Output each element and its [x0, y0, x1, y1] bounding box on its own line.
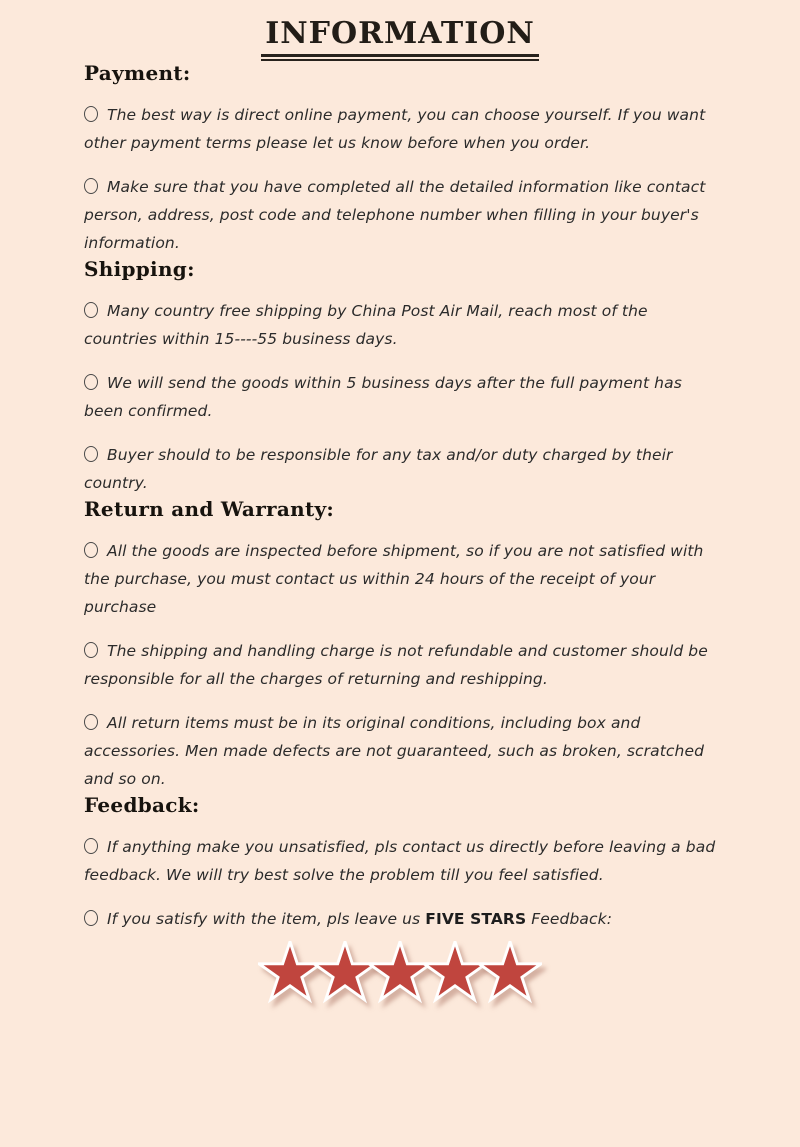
bullet-circle-icon: [84, 714, 98, 730]
payment-item-1: [84, 101, 716, 157]
section-return-warranty: [84, 497, 716, 793]
info-content: [0, 61, 800, 1005]
five-star-rating: [84, 941, 716, 1005]
bullet-text: The shipping and handling charge is not refundable and customer should be responsible for all the charges of returning and reshipping.: [84, 642, 708, 688]
feedback-item-2: [84, 905, 716, 933]
feedback-heading: Feedback:: [84, 793, 200, 817]
shipping-heading: Shipping:: [84, 257, 195, 281]
bullet-text: Many country free shipping by China Post Air Mail, reach most of the countries within 15----55 business days.: [84, 302, 648, 348]
bullet-circle-icon: [84, 446, 98, 462]
return-item-2: [84, 637, 716, 693]
return-warranty-heading: Return and Warranty:: [84, 497, 335, 521]
shipping-item-3: [84, 441, 716, 497]
bullet-circle-icon: [84, 642, 98, 658]
bullet-circle-icon: [84, 838, 98, 854]
bullet-circle-icon: [84, 374, 98, 390]
bullet-circle-icon: [84, 178, 98, 194]
payment-item-2: [84, 173, 716, 257]
bullet-text: Buyer should to be responsible for any tax and/or duty charged by their country.: [84, 446, 673, 492]
feedback-item-1: [84, 833, 716, 889]
page-title: INFORMATION: [261, 16, 539, 57]
star-icon: [478, 941, 542, 1005]
shipping-item-2: [84, 369, 716, 425]
bullet-text: We will send the goods within 5 business days after the full payment has been confirmed.: [84, 374, 682, 420]
bullet-text-prefix: If you satisfy with the item, pls leave us: [107, 910, 426, 928]
five-stars-emphasis: FIVE STARS: [425, 910, 527, 928]
page-title-wrap: [261, 16, 539, 61]
bullet-text: Make sure that you have completed all the detailed information like contact person, address, post code and telephone number when filling in your buyer's information.: [84, 178, 706, 252]
payment-heading: Payment:: [84, 61, 191, 85]
section-shipping: [84, 257, 716, 497]
bullet-circle-icon: [84, 302, 98, 318]
section-payment: [84, 61, 716, 257]
bullet-text: If anything make you unsatisfied, pls contact us directly before leaving a bad feedback. We will try best solve the problem till you feel satisfied.: [84, 838, 716, 884]
bullet-circle-icon: [84, 910, 98, 926]
shipping-item-1: [84, 297, 716, 353]
bullet-circle-icon: [84, 542, 98, 558]
bullet-text: All the goods are inspected before shipment, so if you are not satisfied with the purchase, you must contact us within 24 hours of the receipt of your purchase: [84, 542, 704, 616]
bullet-text-suffix: Feedback:: [526, 910, 613, 928]
bullet-circle-icon: [84, 106, 98, 122]
section-feedback: [84, 793, 716, 933]
return-item-3: [84, 709, 716, 793]
return-item-1: [84, 537, 716, 621]
bullet-text: All return items must be in its original conditions, including box and accessories. Men made defects are not guaranteed, such as broken, scratched and so on.: [84, 714, 705, 788]
bullet-text: The best way is direct online payment, you can choose yourself. If you want other payment terms please let us know before when you order.: [84, 106, 706, 152]
